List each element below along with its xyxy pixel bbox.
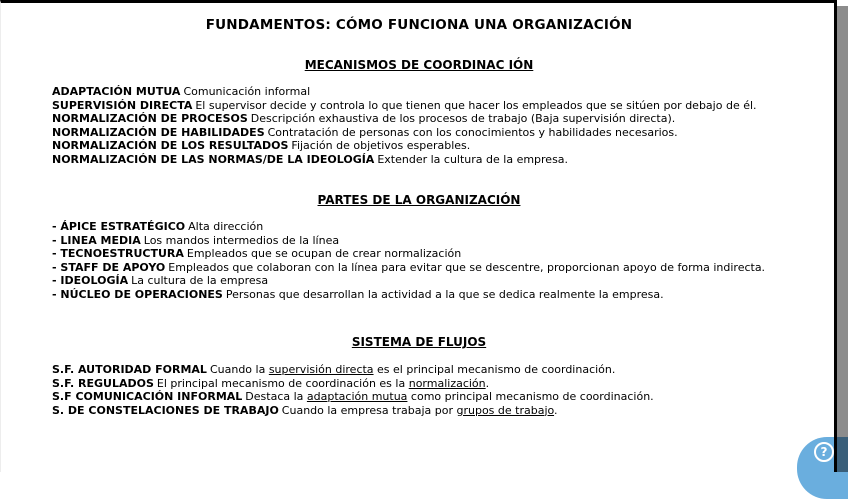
underlined-phrase: adaptación mutua	[306, 390, 408, 403]
term: NORMALIZACIÓN DE LOS RESULTADOS	[52, 139, 289, 152]
term: SUPERVISIÓN DIRECTA	[52, 98, 193, 112]
section-mecanismos-items	[1, 85, 837, 166]
description: Cuando la	[209, 363, 269, 376]
term: S. DE CONSTELACIONES DE TRABAJO	[52, 403, 279, 417]
term: S.F. AUTORIDAD FORMAL	[52, 363, 207, 376]
description: como principal mecanismo de coordinación.	[407, 390, 654, 403]
definition-row	[52, 247, 829, 261]
underlined-phrase: grupos de trabajo	[456, 403, 555, 417]
term: ADAPTACIÓN MUTUA	[52, 85, 181, 98]
definition-row	[52, 234, 829, 248]
question-mark-icon: ?	[814, 442, 834, 462]
description: Empleados que colaboran con la línea para evitar que se descentre, proporcionan apoyo de forma indirecta.	[168, 260, 766, 274]
description: Personas que desarrollan la actividad a la que se dedica realmente la empresa.	[225, 287, 664, 301]
description: Descripción exhaustiva de los procesos de trabajo (Baja supervisión directa).	[250, 112, 676, 125]
description: .	[485, 376, 490, 390]
term: NORMALIZACIÓN DE PROCESOS	[52, 112, 248, 125]
underlined-phrase: normalización	[408, 376, 486, 390]
definition-row	[52, 220, 829, 234]
underlined-phrase: supervisión directa	[268, 363, 374, 376]
description: Destaca la	[245, 390, 307, 403]
term: - ÁPICE ESTRATÉGICO	[52, 220, 186, 233]
definition-row	[52, 85, 829, 99]
definition-row	[52, 112, 829, 126]
section-flujos-items	[1, 363, 837, 417]
description: Alta dirección	[188, 220, 264, 233]
term: - TECNOESTRUCTURA	[52, 247, 184, 260]
description: Comunicación informal	[183, 85, 311, 98]
description: El supervisor decide y controla lo que tienen que hacer los empleados que se sitúen por debajo de él.	[195, 98, 757, 112]
section-heading-partes: PARTES DE LA ORGANIZACIÓN	[317, 193, 521, 207]
description: Los mandos intermedios de la línea	[143, 233, 340, 247]
term: - STAFF DE APOYO	[52, 260, 166, 274]
term: NORMALIZACIÓN DE HABILIDADES	[52, 125, 265, 139]
term: - NÚCLEO DE OPERACIONES	[52, 287, 223, 301]
term: S.F COMUNICACIÓN INFORMAL	[52, 390, 243, 403]
section-partes-items	[1, 220, 837, 301]
definition-row	[52, 377, 829, 391]
page-title: FUNDAMENTOS: CÓMO FUNCIONA UNA ORGANIZACIÓN	[205, 17, 633, 33]
description: es el principal mecanismo de coordinación.	[373, 363, 616, 376]
description: Fijación de objetivos esperables.	[291, 139, 471, 152]
description: Empleados que se ocupan de crear normalización	[186, 247, 462, 260]
term: S.F. REGULADOS	[52, 376, 154, 390]
definition-row	[52, 404, 829, 418]
description: Contratación de personas con los conocimientos y habilidades necesarios.	[267, 125, 678, 139]
definition-row	[52, 261, 829, 275]
definition-row	[52, 390, 829, 404]
definition-row	[52, 288, 829, 302]
description: El principal mecanismo de coordinación es la	[156, 376, 409, 390]
definition-row	[52, 274, 829, 288]
description: .	[554, 403, 558, 417]
description: La cultura de la empresa	[131, 274, 269, 287]
term: NORMALIZACIÓN DE LAS NORMAS/DE LA IDEOLOGÍA	[52, 152, 375, 166]
description: Extender la cultura de la empresa.	[377, 152, 569, 166]
section-heading-flujos: SISTEMA DE FLUJOS	[351, 335, 487, 349]
page-shadow	[837, 6, 848, 472]
section-heading-mecanismos: MECANISMOS DE COORDINAC IÓN	[304, 58, 534, 72]
definition-row	[52, 126, 829, 140]
definition-row	[52, 99, 829, 113]
definition-row	[52, 363, 829, 377]
term: - LINEA MEDIA	[52, 233, 141, 247]
description: Cuando la empresa trabaja por	[281, 403, 457, 417]
definition-row	[52, 139, 829, 153]
definition-row	[52, 153, 829, 167]
term: - IDEOLOGÍA	[52, 274, 129, 287]
